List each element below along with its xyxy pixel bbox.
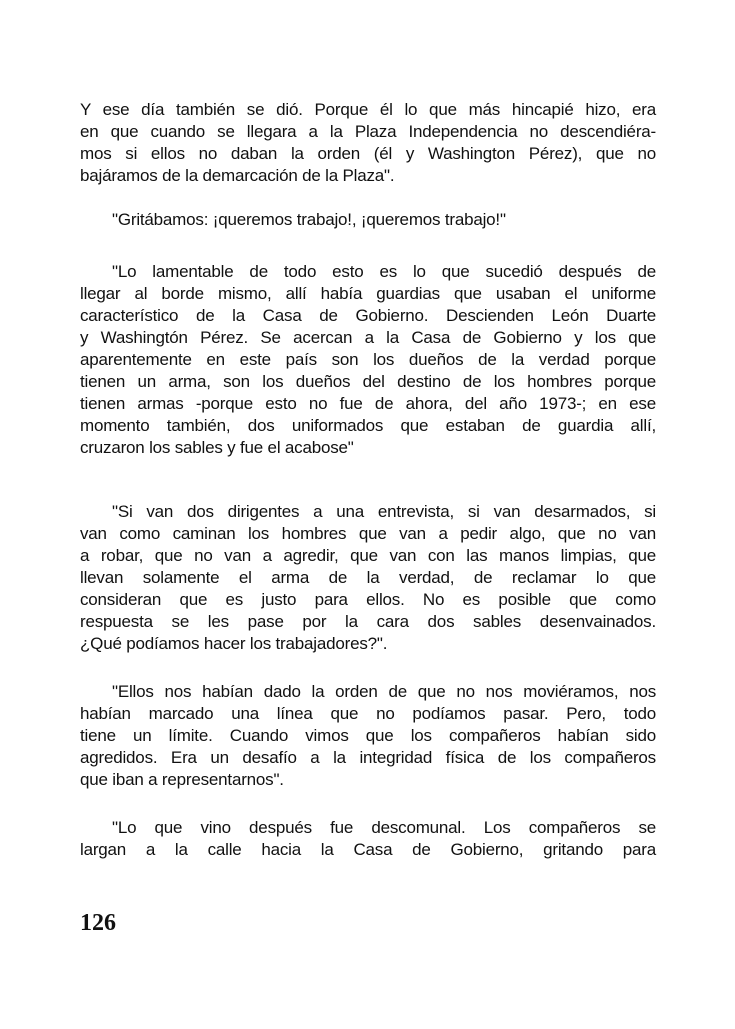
text-line: y Washingtón Pérez. Se acercan a la Casa de Gobierno y los que [80, 328, 656, 347]
text-line: aparentemente en este país son los dueños de la verdad porque [80, 350, 656, 369]
text-line: habían marcado una línea que no podíamos pasar. Pero, todo [80, 704, 656, 723]
text-line: ¿Qué podíamos hacer los trabajadores?". [80, 634, 388, 653]
text-line: Y ese día también se dió. Porque él lo que más hincapié hizo, era [80, 100, 656, 119]
text-line: "Lo que vino después fue descomunal. Los compañeros se [112, 818, 656, 837]
text-line: van como caminan los hombres que van a pedir algo, que no van [80, 524, 656, 543]
text-line: que iban a representarnos". [80, 770, 284, 789]
text-line: bajáramos de la demarcación de la Plaza". [80, 166, 395, 185]
text-line: consideran que es justo para ellos. No es posible que como [80, 590, 656, 609]
text-line: llevan solamente el arma de la verdad, de reclamar lo que [80, 568, 656, 587]
text-line: "Lo lamentable de todo esto es lo que sucedió después de [112, 262, 656, 281]
text-line: "Ellos nos habían dado la orden de que no nos moviéramos, nos [112, 682, 656, 701]
text-line: mos si ellos no daban la orden (él y Washington Pérez), que no [80, 144, 656, 163]
text-line: cruzaron los sables y fue el acabose" [80, 438, 354, 457]
text-line: largan a la calle hacia la Casa de Gobierno, gritando para [80, 840, 656, 859]
text-line: llegar al borde mismo, allí había guardias que usaban el uniforme [80, 284, 656, 303]
text-line: a robar, que no van a agredir, que van con las manos limpias, que [80, 546, 656, 565]
text-line: agredidos. Era un desafío a la integridad física de los compañeros [80, 748, 656, 767]
text-line: tienen armas -porque esto no fue de ahora, del año 1973-; en ese [80, 394, 656, 413]
text-line: en que cuando se llegara a la Plaza Independencia no descendiéra- [80, 122, 656, 141]
text-line: "Gritábamos: ¡queremos trabajo!, ¡queremos trabajo!" [112, 210, 506, 229]
text-line: tienen un arma, son los dueños del destino de los hombres porque [80, 372, 656, 391]
text-line: característico de la Casa de Gobierno. Descienden León Duarte [80, 306, 656, 325]
text-line: respuesta se les pase por la cara dos sables desenvainados. [80, 612, 656, 631]
text-line: momento también, dos uniformados que estaban de guardia allí, [80, 416, 656, 435]
text-line: "Si van dos dirigentes a una entrevista, si van desarmados, si [112, 502, 656, 521]
page-number: 126 [80, 910, 116, 936]
text-line: tiene un límite. Cuando vimos que los compañeros habían sido [80, 726, 656, 745]
